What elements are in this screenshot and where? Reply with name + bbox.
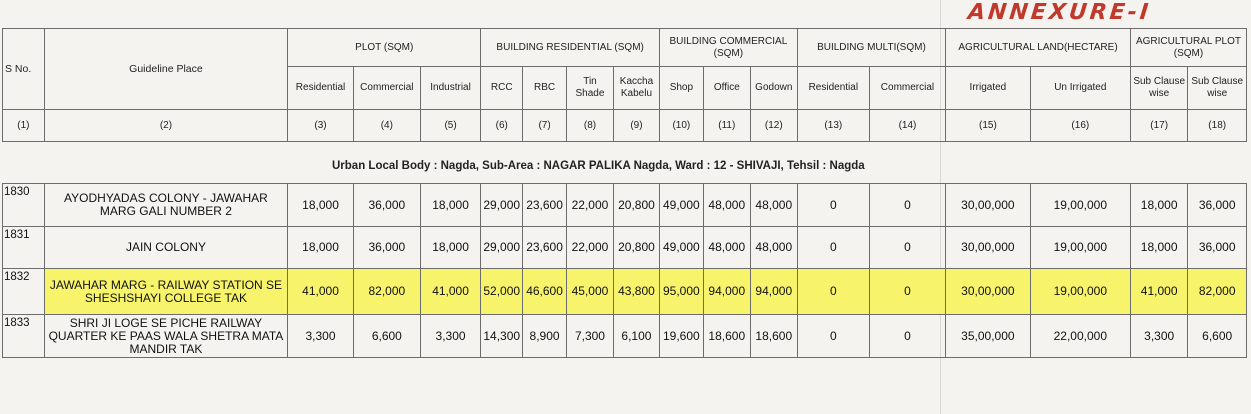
row-place: JAIN COLONY — [44, 227, 287, 269]
col-header: Residential — [797, 67, 869, 110]
rate-cell: 29,000 — [481, 227, 523, 269]
multi-group-header: BUILDING MULTI(SQM) — [797, 29, 945, 67]
rate-cell: 0 — [869, 184, 945, 227]
rate-cell: 19,00,000 — [1030, 269, 1130, 315]
rate-cell: 29,000 — [481, 184, 523, 227]
rate-cell: 0 — [797, 227, 869, 269]
col-header: Industrial — [420, 67, 481, 110]
rate-cell: 95,000 — [659, 269, 703, 315]
col-header: Office — [703, 67, 750, 110]
rate-cell: 18,000 — [420, 227, 481, 269]
col-number: (2) — [44, 110, 287, 142]
rate-cell: 41,000 — [1130, 269, 1187, 315]
col-number: (1) — [3, 110, 45, 142]
plot-group-header: PLOT (SQM) — [288, 29, 481, 67]
table-row — [3, 184, 1247, 227]
col-header: Kaccha Kabelu — [613, 67, 659, 110]
rate-cell: 6,100 — [613, 315, 659, 358]
rate-cell: 48,000 — [703, 184, 750, 227]
rate-cell: 22,000 — [566, 184, 613, 227]
rate-cell: 0 — [797, 315, 869, 358]
row-place: SHRI JI LOGE SE PICHE RAILWAY QUARTER KE PAAS WALA SHETRA MATA MANDIR TAK — [44, 315, 287, 358]
col-header: Shop — [659, 67, 703, 110]
col-number: (3) — [288, 110, 354, 142]
col-number: (5) — [420, 110, 481, 142]
rate-cell: 18,000 — [1130, 227, 1187, 269]
rate-cell: 14,300 — [481, 315, 523, 358]
rate-cell: 48,000 — [750, 227, 797, 269]
rate-cell: 0 — [797, 269, 869, 315]
col-number: (4) — [353, 110, 420, 142]
rate-cell: 36,000 — [353, 227, 420, 269]
rate-cell: 3,300 — [1130, 315, 1187, 358]
col-header: Sub Clause wise — [1188, 67, 1247, 110]
rate-cell: 82,000 — [353, 269, 420, 315]
rate-cell: 6,600 — [353, 315, 420, 358]
rate-cell: 52,000 — [481, 269, 523, 315]
col-number: (9) — [613, 110, 659, 142]
rate-cell: 49,000 — [659, 184, 703, 227]
rate-cell: 20,800 — [613, 227, 659, 269]
col-header: Sub Clause wise — [1130, 67, 1187, 110]
rate-cell: 94,000 — [703, 269, 750, 315]
table-row — [3, 227, 1247, 269]
rate-cell: 30,00,000 — [946, 227, 1031, 269]
rate-cell: 94,000 — [750, 269, 797, 315]
row-sno: 1833 — [3, 315, 45, 358]
header-table — [2, 28, 1247, 142]
rate-cell: 7,300 — [566, 315, 613, 358]
rate-cell: 3,300 — [420, 315, 481, 358]
col-number: (15) — [946, 110, 1031, 142]
rate-cell: 22,00,000 — [1030, 315, 1130, 358]
rate-cell: 0 — [869, 269, 945, 315]
table-row — [3, 269, 1247, 315]
rate-cell: 48,000 — [750, 184, 797, 227]
rate-cell: 18,000 — [288, 227, 354, 269]
table-row — [3, 315, 1247, 358]
rates-table — [2, 183, 1247, 358]
rate-cell: 35,00,000 — [946, 315, 1031, 358]
row-sno: 1831 — [3, 227, 45, 269]
col-header: Residential — [288, 67, 354, 110]
rate-cell: 19,00,000 — [1030, 184, 1130, 227]
rate-cell: 45,000 — [566, 269, 613, 315]
rate-cell: 23,600 — [523, 184, 567, 227]
rate-cell: 48,000 — [703, 227, 750, 269]
rate-cell: 0 — [797, 184, 869, 227]
rate-cell: 20,800 — [613, 184, 659, 227]
rates-table-body — [3, 184, 1247, 358]
com-group-header: BUILDING COMMERCIAL (SQM) — [659, 29, 797, 67]
rate-cell: 0 — [869, 315, 945, 358]
col-header: Commercial — [353, 67, 420, 110]
annexure-label: ANNEXURE-I — [966, 0, 1153, 25]
rate-cell: 3,300 — [288, 315, 354, 358]
col-number: (12) — [750, 110, 797, 142]
rate-cell: 22,000 — [566, 227, 613, 269]
col-header: Godown — [750, 67, 797, 110]
col-number: (17) — [1130, 110, 1187, 142]
col-number: (6) — [481, 110, 523, 142]
rate-cell: 8,900 — [523, 315, 567, 358]
rate-cell: 18,600 — [703, 315, 750, 358]
row-sno: 1832 — [3, 269, 45, 315]
rate-cell: 49,000 — [659, 227, 703, 269]
col-number: (8) — [566, 110, 613, 142]
row-place: JAWAHAR MARG - RAILWAY STATION SE SHESHSHAYI COLLEGE TAK — [44, 269, 287, 315]
col-header: Un Irrigated — [1030, 67, 1130, 110]
rate-cell: 0 — [869, 227, 945, 269]
col-number: (13) — [797, 110, 869, 142]
rate-cell: 30,00,000 — [946, 269, 1031, 315]
col-header: RBC — [523, 67, 567, 110]
rate-cell: 43,800 — [613, 269, 659, 315]
col-number: (11) — [703, 110, 750, 142]
rate-cell: 19,600 — [659, 315, 703, 358]
rate-cell: 41,000 — [288, 269, 354, 315]
col-number: (7) — [523, 110, 567, 142]
rate-cell: 6,600 — [1188, 315, 1247, 358]
res-group-header: BUILDING RESIDENTIAL (SQM) — [481, 29, 660, 67]
col-header: RCC — [481, 67, 523, 110]
col-number: (10) — [659, 110, 703, 142]
location-subtitle: Urban Local Body : Nagda, Sub-Area : NAGAR PALIKA Nagda, Ward : 12 - SHIVAJI, Tehsil : Nagda — [332, 160, 865, 172]
rate-cell: 46,600 — [523, 269, 567, 315]
rate-cell: 41,000 — [420, 269, 481, 315]
col-header: Commercial — [869, 67, 945, 110]
rate-cell: 36,000 — [353, 184, 420, 227]
rate-cell: 19,00,000 — [1030, 227, 1130, 269]
rate-cell: 18,000 — [288, 184, 354, 227]
col-header: Tin Shade — [566, 67, 613, 110]
rate-cell: 18,000 — [420, 184, 481, 227]
rate-cell: 23,600 — [523, 227, 567, 269]
agri-group-header: AGRICULTURAL LAND(HECTARE) — [946, 29, 1131, 67]
rate-cell: 36,000 — [1188, 184, 1247, 227]
row-sno: 1830 — [3, 184, 45, 227]
rate-cell: 18,000 — [1130, 184, 1187, 227]
col-place-header: Guideline Place — [44, 29, 287, 110]
rate-cell: 18,600 — [750, 315, 797, 358]
row-place: AYODHYADAS COLONY - JAWAHAR MARG GALI NUMBER 2 — [44, 184, 287, 227]
col-number: (18) — [1188, 110, 1247, 142]
col-sno-header: S No. — [3, 29, 45, 110]
col-number: (16) — [1030, 110, 1130, 142]
rate-cell: 30,00,000 — [946, 184, 1031, 227]
rate-cell: 36,000 — [1188, 227, 1247, 269]
col-header: Irrigated — [946, 67, 1031, 110]
rate-cell: 82,000 — [1188, 269, 1247, 315]
agriplot-group-header: AGRICULTURAL PLOT (SQM) — [1130, 29, 1246, 67]
col-number: (14) — [869, 110, 945, 142]
